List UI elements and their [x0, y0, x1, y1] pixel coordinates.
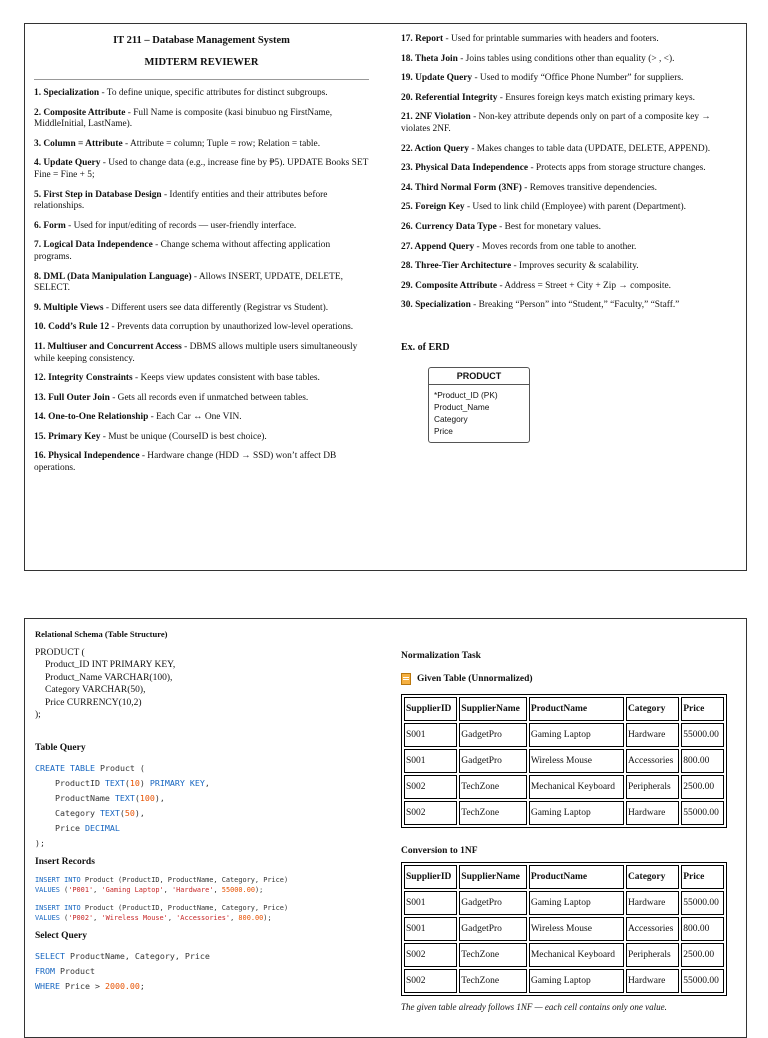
- reviewer-item: [401, 144, 733, 156]
- item-definition: - Makes changes to table data (UPDATE, DELETE, APPEND).: [468, 143, 711, 154]
- erd-title: Ex. of ERD: [401, 341, 450, 353]
- item-definition: - Removes transitive dependencies.: [521, 182, 658, 193]
- left-item-list: [34, 88, 369, 475]
- item-definition: - Best for monetary values.: [496, 221, 601, 232]
- code-line: FROM Product: [35, 966, 95, 977]
- reviewer-page-1: [24, 23, 747, 571]
- schema-line: Product_ID INT PRIMARY KEY,: [45, 660, 176, 671]
- reviewer-item: [401, 281, 733, 293]
- reviewer-item: [401, 300, 733, 312]
- table-cell: Wireless Mouse: [529, 749, 624, 773]
- reviewer-item: [401, 34, 733, 46]
- erd-attribute-list: [429, 385, 529, 442]
- reviewer-item: [401, 73, 733, 85]
- item-definition: - Change schema without affecting application programs.: [34, 240, 331, 262]
- insert-records-title: Insert Records: [35, 857, 95, 868]
- table-cell: 800.00: [681, 917, 724, 941]
- reviewer-item: [34, 240, 369, 263]
- select-query-title: Select Query: [35, 931, 87, 942]
- table-cell: S002: [404, 801, 457, 825]
- table-cell: GadgetPro: [459, 917, 527, 941]
- schema-line: );: [35, 710, 41, 721]
- code-line: VALUES ('P001', 'Gaming Laptop', 'Hardware', 55000.00);: [35, 886, 264, 895]
- reviewer-item: [34, 451, 369, 474]
- code-line: );: [35, 838, 45, 849]
- table-row: [404, 969, 724, 993]
- item-definition: - DBMS allows multiple users simultaneously while keeping consistency.: [34, 341, 358, 364]
- item-term: 11. Multiuser and Concurrent Access: [34, 341, 182, 352]
- column-header: ProductName: [529, 697, 624, 721]
- item-term: 3. Column = Attribute: [34, 138, 123, 149]
- code-line: ProductName TEXT(100),: [35, 793, 165, 804]
- table-cell: Gaming Laptop: [529, 801, 624, 825]
- reviewer-item: [401, 112, 733, 135]
- reviewer-item: [34, 412, 369, 424]
- schema-title: Relational Schema (Table Structure): [35, 629, 168, 639]
- table-cell: S001: [404, 917, 457, 941]
- schema-line: PRODUCT (: [35, 648, 85, 658]
- select-query-code: [35, 949, 395, 994]
- code-line: SELECT ProductName, Category, Price: [35, 951, 210, 962]
- erd-attribute: Category: [434, 413, 468, 424]
- table-cell: Peripherals: [626, 775, 679, 799]
- code-line: CREATE TABLE Product (: [35, 763, 145, 774]
- reviewer-item: [401, 222, 733, 234]
- column-header: ProductName: [529, 865, 624, 889]
- item-term: 15. Primary Key: [34, 431, 101, 442]
- item-definition: - Used to change data (e.g., increase fine by ₱5). UPDATE Books SET Fine = Fine + 5;: [34, 158, 369, 180]
- item-term: 17. Report: [401, 34, 444, 44]
- table-cell: S002: [404, 775, 457, 799]
- schema-line: Product_Name VARCHAR(100),: [45, 672, 173, 683]
- code-line: Category TEXT(50),: [35, 808, 145, 819]
- insert-code-block: [35, 875, 395, 895]
- item-definition: - Protects apps from storage structure changes.: [528, 163, 706, 174]
- item-term: 2. Composite Attribute: [34, 107, 126, 118]
- table-cell: Mechanical Keyboard: [529, 943, 624, 967]
- item-definition: - Each Car ↔ One VIN.: [148, 412, 242, 423]
- schema-line: Price CURRENCY(10,2): [45, 697, 142, 708]
- erd-entity-name: PRODUCT: [429, 368, 529, 385]
- reviewer-item: [34, 303, 369, 315]
- reviewer-item: [34, 272, 369, 295]
- conversion-title: Conversion to 1NF: [401, 846, 478, 856]
- normalization-title: Normalization Task: [401, 651, 481, 661]
- item-term: 4. Update Query: [34, 158, 101, 169]
- table-row: [404, 801, 724, 825]
- column-header: SupplierID: [404, 865, 457, 889]
- erd-attribute: *Product_ID (PK): [434, 389, 498, 400]
- table-cell: 55000.00: [681, 801, 724, 825]
- table-row: [404, 723, 724, 747]
- table-cell: 800.00: [681, 749, 724, 773]
- item-term: 25. Foreign Key: [401, 202, 465, 213]
- right-column: [401, 34, 733, 443]
- code-line: VALUES ('P002', 'Wireless Mouse', 'Accessories', 800.00);: [35, 914, 272, 923]
- item-term: 10. Codd’s Rule 12: [34, 322, 110, 333]
- reviewer-item: [401, 242, 733, 254]
- item-term: 14. One-to-One Relationship: [34, 412, 149, 423]
- item-term: 20. Referential Integrity: [401, 92, 498, 103]
- column-header: Price: [681, 865, 724, 889]
- erd-attribute: Product_Name: [434, 401, 490, 412]
- code-line: INSERT INTO Product (ProductID, ProductName, Category, Price): [35, 904, 289, 913]
- schema-line: Category VARCHAR(50),: [45, 685, 146, 696]
- table-cell: 2500.00: [681, 943, 724, 967]
- column-header: SupplierID: [404, 697, 457, 721]
- table-cell: S002: [404, 943, 457, 967]
- reviewer-page-2: [24, 618, 747, 1038]
- table-cell: 55000.00: [681, 969, 724, 993]
- item-definition: - Used for input/editing of records — user-friendly interface.: [65, 220, 297, 231]
- reviewer-item: [34, 322, 369, 334]
- table-cell: S001: [404, 891, 457, 915]
- reviewer-item: [34, 221, 369, 233]
- reviewer-item: [34, 432, 369, 444]
- item-definition: - Keeps view updates consistent with base tables.: [132, 373, 320, 384]
- table-row: [404, 749, 724, 773]
- reviewer-item: [401, 202, 733, 214]
- column-header: SupplierName: [459, 697, 527, 721]
- table-cell: TechZone: [459, 969, 527, 993]
- table-cell: S001: [404, 723, 457, 747]
- table-row: [404, 943, 724, 967]
- reviewer-item: [34, 158, 369, 181]
- table-cell: Hardware: [626, 969, 679, 993]
- 1nf-table: [401, 862, 727, 996]
- insert-code-block: [35, 903, 395, 923]
- table-row: [404, 891, 724, 915]
- right-column: [401, 651, 736, 1012]
- item-term: 28. Three-Tier Architecture: [401, 261, 512, 272]
- item-term: 8. DML (Data Manipulation Language): [34, 271, 192, 282]
- table-cell: Hardware: [626, 723, 679, 747]
- item-term: 7. Logical Data Independence: [34, 240, 153, 251]
- table-cell: Accessories: [626, 749, 679, 773]
- item-definition: - Joins tables using conditions other than equality (> , <).: [457, 53, 675, 64]
- item-definition: - Allows INSERT, UPDATE, DELETE, SELECT.: [34, 271, 343, 294]
- left-column: [34, 34, 369, 483]
- table-cell: TechZone: [459, 775, 527, 799]
- table-cell: TechZone: [459, 943, 527, 967]
- item-term: 6. Form: [34, 220, 66, 231]
- table-cell: Hardware: [626, 891, 679, 915]
- table-header-row: [404, 865, 724, 889]
- reviewer-item: [34, 393, 369, 405]
- table-query-title: Table Query: [35, 743, 86, 754]
- item-term: 16. Physical Independence: [34, 451, 140, 462]
- table-cell: Mechanical Keyboard: [529, 775, 624, 799]
- code-line: INSERT INTO Product (ProductID, ProductName, Category, Price): [35, 876, 289, 885]
- table-cell: S001: [404, 749, 457, 773]
- item-term: 18. Theta Join: [401, 53, 458, 64]
- item-definition: - Prevents data corruption by unauthorized low-level operations.: [109, 322, 354, 333]
- document-subtitle: MIDTERM REVIEWER: [144, 57, 259, 68]
- given-table-label: Given Table (Unnormalized): [417, 674, 533, 684]
- table-header-row: [404, 697, 724, 721]
- code-line: Price DECIMAL: [35, 823, 120, 834]
- table-cell: GadgetPro: [459, 723, 527, 747]
- create-table-code: [35, 761, 395, 851]
- table-cell: Accessories: [626, 917, 679, 941]
- table-cell: GadgetPro: [459, 749, 527, 773]
- item-definition: - Moves records from one table to another.: [474, 241, 637, 252]
- table-cell: 2500.00: [681, 775, 724, 799]
- column-header: Price: [681, 697, 724, 721]
- item-term: 21. 2NF Violation: [401, 112, 471, 123]
- item-definition: - Ensures foreign keys match existing primary keys.: [497, 92, 696, 103]
- item-term: 26. Currency Data Type: [401, 221, 497, 232]
- table-cell: 55000.00: [681, 723, 724, 747]
- item-term: 19. Update Query: [401, 73, 473, 84]
- item-definition: - Gets all records even if unmatched between tables.: [109, 392, 309, 403]
- reviewer-item: [34, 373, 369, 385]
- item-definition: - Improves security & scalability.: [511, 261, 639, 272]
- right-item-list: [401, 34, 733, 312]
- reviewer-item: [34, 108, 369, 131]
- document-icon: [401, 673, 411, 685]
- conversion-note: The given table already follows 1NF — each cell contains only one value.: [401, 1002, 667, 1012]
- reviewer-item: [34, 190, 369, 213]
- item-definition: - Used to link child (Employee) with parent (Department).: [464, 202, 686, 213]
- item-definition: - Identify entities and their attributes before relationships.: [34, 189, 328, 212]
- table-cell: Gaming Laptop: [529, 969, 624, 993]
- unnormalized-table: [401, 694, 727, 828]
- table-row: [404, 775, 724, 799]
- reviewer-item: [401, 261, 733, 273]
- item-term: 13. Full Outer Join: [34, 392, 110, 403]
- table-cell: Wireless Mouse: [529, 917, 624, 941]
- item-term: 24. Third Normal Form (3NF): [401, 182, 522, 193]
- reviewer-item: [34, 88, 369, 100]
- column-header: Category: [626, 865, 679, 889]
- schema-block: [35, 647, 395, 721]
- reviewer-item: [401, 93, 733, 105]
- left-column: [35, 629, 395, 1000]
- item-term: 29. Composite Attribute: [401, 280, 498, 291]
- item-term: 9. Multiple Views: [34, 302, 104, 313]
- item-definition: - Non-key attribute depends only on part of a composite key → violates 2NF.: [401, 112, 711, 134]
- table-cell: Peripherals: [626, 943, 679, 967]
- column-header: SupplierName: [459, 865, 527, 889]
- item-term: 5. First Step in Database Design: [34, 189, 162, 200]
- code-line: ProductID TEXT(10) PRIMARY KEY,: [35, 778, 210, 789]
- erd-attribute: Price: [434, 425, 453, 436]
- table-cell: S002: [404, 969, 457, 993]
- item-term: 23. Physical Data Independence: [401, 163, 529, 174]
- item-term: 30. Specialization: [401, 300, 471, 311]
- reviewer-item: [401, 183, 733, 195]
- given-table-title: [401, 673, 736, 685]
- reviewer-item: [34, 342, 369, 365]
- item-definition: - Different users see data differently (Registrar vs Student).: [103, 302, 329, 313]
- item-definition: - Attribute = column; Tuple = row; Relation = table.: [122, 138, 321, 149]
- erd-entity-box: [428, 367, 530, 443]
- table-row: [404, 917, 724, 941]
- item-definition: - Used for printable summaries with headers and footers.: [443, 34, 659, 44]
- item-definition: - Must be unique (CourseID is best choice).: [100, 431, 267, 442]
- item-definition: - Full Name is composite (kasi binubuo ng FirstName, MiddleInitial, LastName).: [34, 107, 333, 130]
- item-term: 27. Append Query: [401, 241, 475, 252]
- table-cell: GadgetPro: [459, 891, 527, 915]
- document-title: IT 211 – Database Management System: [113, 35, 290, 46]
- reviewer-item: [401, 54, 733, 66]
- item-term: 12. Integrity Constraints: [34, 373, 133, 384]
- item-definition: - Hardware change (HDD → SSD) won’t affect DB operations.: [34, 451, 337, 474]
- table-cell: Gaming Laptop: [529, 891, 624, 915]
- table-cell: Gaming Laptop: [529, 723, 624, 747]
- item-definition: - To define unique, specific attributes for distinct subgroups.: [99, 88, 328, 98]
- table-cell: TechZone: [459, 801, 527, 825]
- reviewer-item: [34, 139, 369, 151]
- title-divider: [34, 79, 369, 80]
- item-term: 22. Action Query: [401, 143, 469, 154]
- item-definition: - Breaking “Person” into “Student,” “Faculty,” “Staff.”: [470, 300, 680, 311]
- reviewer-item: [401, 163, 733, 175]
- item-term: 1. Specialization: [34, 88, 100, 98]
- item-definition: - Address = Street + City + Zip → composite.: [497, 280, 672, 291]
- table-cell: Hardware: [626, 801, 679, 825]
- item-definition: - Used to modify “Office Phone Number” for suppliers.: [472, 73, 684, 84]
- code-line: WHERE Price > 2000.00;: [35, 981, 145, 992]
- table-cell: 55000.00: [681, 891, 724, 915]
- column-header: Category: [626, 697, 679, 721]
